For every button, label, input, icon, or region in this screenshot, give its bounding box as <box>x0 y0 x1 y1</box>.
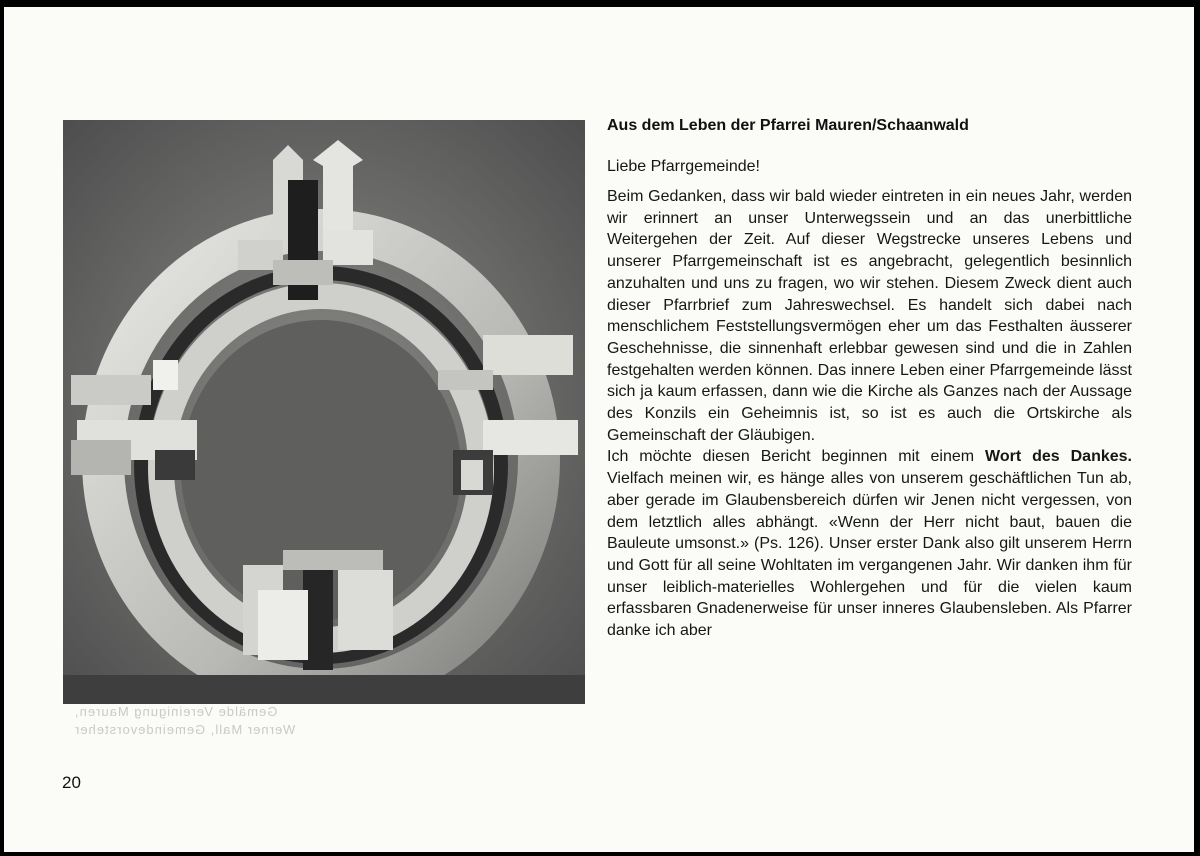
paragraph-1: Beim Gedanken, dass wir bald wieder eintreten in ein neues Jahr, werden wir erinnert an unser Unterwegssein und an das unerbittliche Weitergehen der Zeit. Auf dieser Wegstrecke unseres Lebens und unserer Pfarrgemeinschaft ist es angebracht, gelegentlich besinnlich anzuhalten und uns zu fragen, wo wir stehen. Diesem Zweck dient auch dieser Pfarrbrief zum Jahreswechsel. Es handelt sich dabei nach menschlichem Feststellungsvermögen eher um das Festhalten äusserer Geschehnisse, die sinnenhaft erlebbar gewesen sind und die in Zahlen festgehalten werden können. Das innere Leben einer Pfarrgemeinde lässt sich ja kaum erfassen, dann wie die Kirche als Ganzes nach der Aussage des Konzils ein Geheimnis ist, so ist es auch die Ortskirche als Gemeinschaft der Gläubigen. <box>607 188 1132 444</box>
sculpture-photo <box>63 120 585 704</box>
article-headline: Aus dem Leben der Pfarrei Mauren/Schaanwald <box>607 117 969 134</box>
paragraph-2-rest: Vielfach meinen wir, es hänge alles von unserem geschäftlichen Tun ab, aber gerade im Glaubensbereich dürfen wir Jenen nicht vergessen, von dem letztlich alles abhängt. «Wenn der Herr nicht baut, bauen die Bauleute umsonst.» (Ps. 126). Unser erster Dank also gilt unserem Herrn und Gott für all seine Wohltaten im vergangenen Jahr. Wir danken ihm für unser leiblich-materielles Wohlergehen und für die vielen kaum erfassbaren Gnadenerweise für unser inneres Glaubensleben. Als Pfarrer danke ich aber <box>607 470 1132 640</box>
bleed-through-line: Gemälde Vereinigung Mauren, <box>74 704 278 719</box>
paragraph-2 <box>607 446 1132 641</box>
article <box>607 115 1132 642</box>
bleed-through-line: Werner Mall, Gemeindevorsteher <box>74 722 296 737</box>
page-number: 20 <box>62 773 81 792</box>
paragraph-2-bold: Wort des Dankes. <box>985 448 1132 466</box>
bleed-through-caption <box>74 703 384 739</box>
salutation: Liebe Pfarrgemeinde! <box>607 158 760 175</box>
paragraph-2-intro: Ich möchte diesen Bericht beginnen mit einem <box>607 448 975 466</box>
document-page <box>4 7 1194 852</box>
